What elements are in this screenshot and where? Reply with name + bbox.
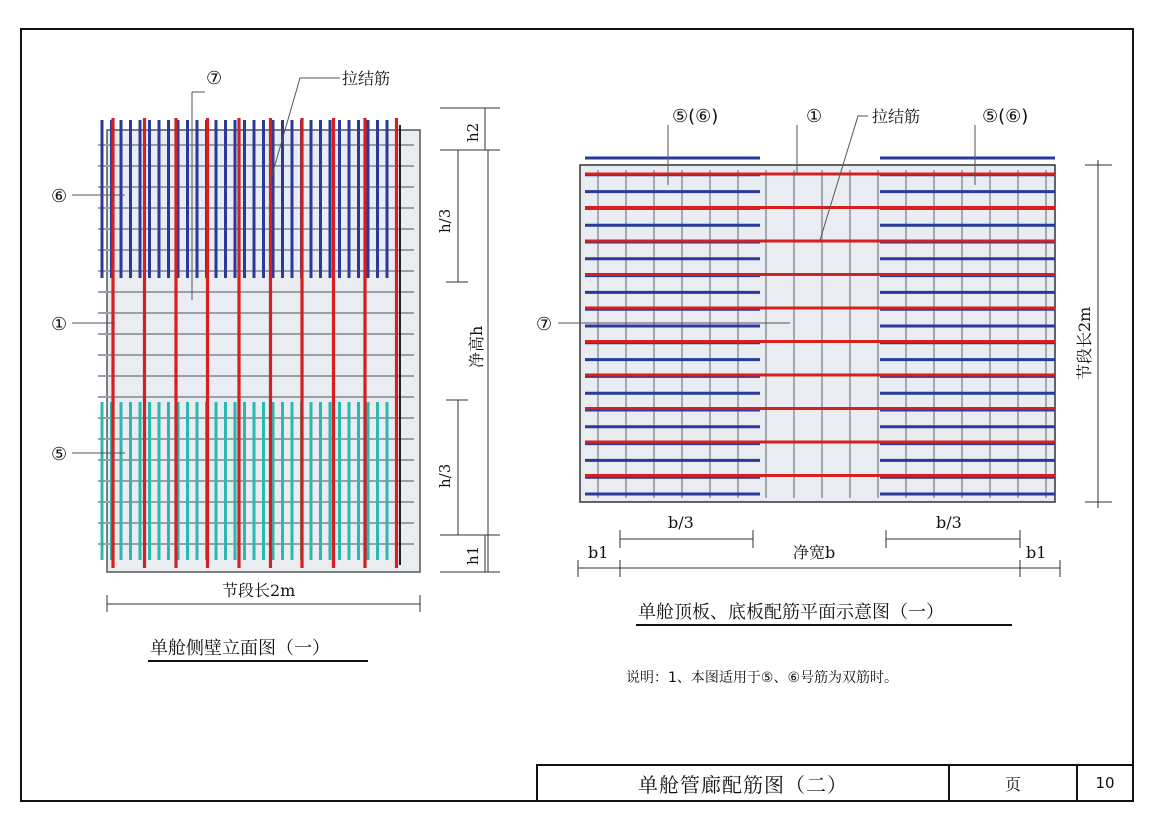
slab-outline <box>580 165 1055 502</box>
callout-tie-left: 拉结筋 <box>342 69 391 88</box>
dim-length-left: 节段长2m <box>222 581 296 600</box>
caption-left: 单舱侧壁立面图（一） <box>150 638 330 659</box>
callout-6-left: ⑥ <box>51 186 68 207</box>
dim-b1-right: b1 <box>1026 543 1047 562</box>
title-block-page-number: 10 <box>1095 774 1115 792</box>
dim-h3-top: h/3 <box>436 208 454 233</box>
callout-1-left: ① <box>51 314 68 335</box>
callout-1-right: ① <box>806 106 823 127</box>
callout-7-right: ⑦ <box>536 314 553 335</box>
title-block <box>536 764 1134 802</box>
dim-h3-bottom: h/3 <box>436 463 454 488</box>
note-text: 说明：1、本图适用于⑤、⑥号筋为双筋时。 <box>626 670 899 686</box>
slab-plan <box>580 158 1055 502</box>
title-block-title: 单舱管廊配筋图（二） <box>538 766 950 800</box>
dim-b3-right: b/3 <box>936 513 962 532</box>
dim-clear-height: 净高h <box>467 325 486 368</box>
dim-length-right: 节段长2m <box>1075 306 1094 380</box>
callout-56-right: ⑤(⑥) <box>982 106 1029 127</box>
dim-b1-left: b1 <box>588 543 609 562</box>
side-wall-elevation <box>98 118 420 572</box>
dim-clear-width: 净宽b <box>793 543 836 562</box>
caption-right: 单舱顶板、底板配筋平面示意图（一） <box>638 602 944 623</box>
callout-tie-right: 拉结筋 <box>872 107 921 126</box>
title-block-page-label: 页 <box>950 766 1078 800</box>
dim-h1: h1 <box>464 545 482 565</box>
callout-56-left: ⑤(⑥) <box>672 106 719 127</box>
callout-5-left: ⑤ <box>51 444 68 465</box>
dim-b3-left: b/3 <box>668 513 694 532</box>
dim-h2: h2 <box>464 122 482 142</box>
callout-7-left: ⑦ <box>206 68 223 89</box>
